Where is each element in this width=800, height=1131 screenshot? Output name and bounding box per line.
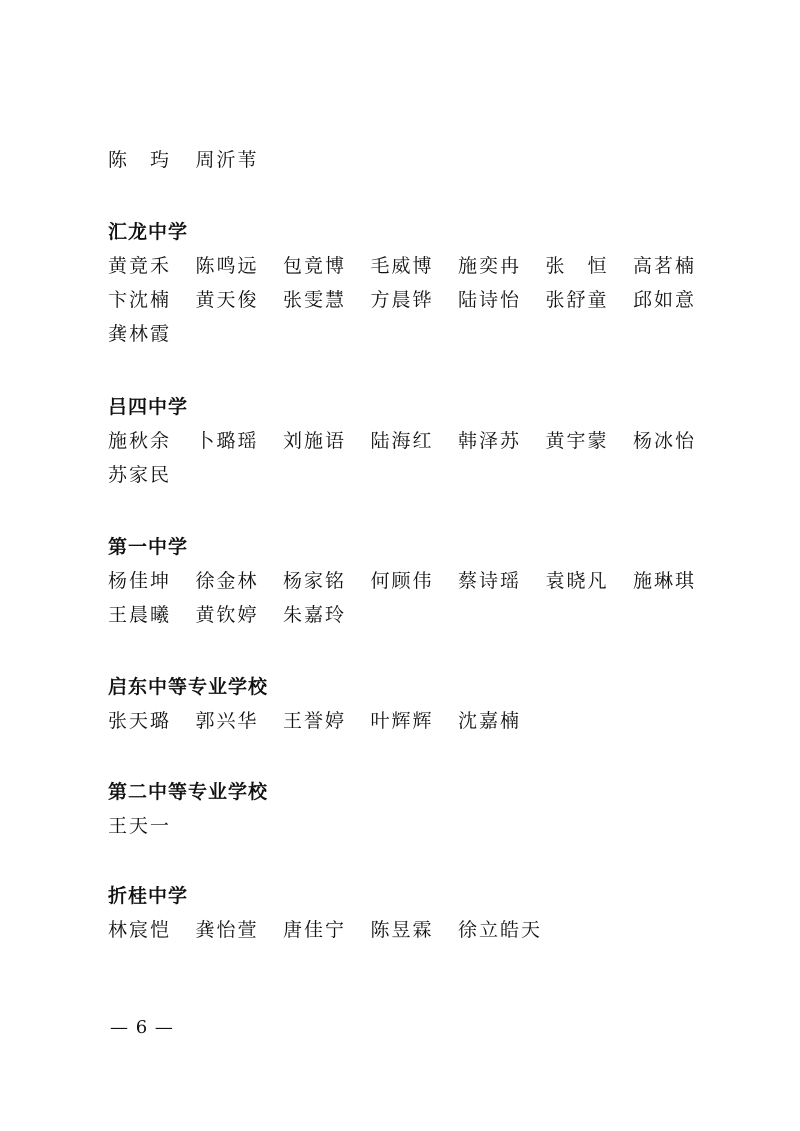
name: 黄宇蒙 [545,430,609,452]
page-number: — 6 — [110,1017,174,1038]
name: 叶辉辉 [370,710,434,732]
school-section-first-middle [108,535,708,627]
name-grid [108,254,708,346]
name: 刘施语 [283,430,347,452]
school-heading: 第一中学 [108,536,189,558]
name: 施奕冉 [458,255,522,277]
name: 唐佳宁 [283,919,347,941]
school-section-lvsi [108,395,708,487]
name: 陈 玙 [108,149,172,171]
name: 高茗楠 [633,255,697,277]
name: 黄天俊 [195,289,259,311]
name: 韩泽苏 [458,430,522,452]
name-grid [108,814,708,838]
name: 徐金林 [195,570,259,592]
name: 陈昱霖 [370,919,434,941]
name: 杨冰怡 [633,430,697,452]
name: 张舒童 [545,289,609,311]
name-grid [108,709,708,733]
name-grid [108,569,708,627]
name: 王晨曦 [108,604,172,626]
name: 张天璐 [108,710,172,732]
school-section-huilong [108,220,708,346]
name: 沈嘉楠 [458,710,522,732]
name: 朱嘉玲 [283,604,347,626]
name: 周沂苇 [195,149,259,171]
school-section-zhegui [108,884,708,942]
name: 龚怡萱 [195,919,259,941]
name: 苏家民 [108,464,172,486]
name: 毛威博 [370,255,434,277]
school-heading: 吕四中学 [108,396,189,418]
name: 黄钦婷 [195,604,259,626]
school-section-second-vocational [108,780,708,838]
name: 陈鸣远 [195,255,259,277]
name: 方晨铧 [370,289,434,311]
school-heading: 启东中等专业学校 [108,676,269,698]
name: 王天一 [108,815,172,837]
name: 卜璐瑶 [195,430,259,452]
name: 龚林霞 [108,323,172,345]
name-grid [108,918,708,942]
name: 张 恒 [545,255,609,277]
name: 何顾伟 [370,570,434,592]
name: 施琳琪 [633,570,697,592]
school-heading: 折桂中学 [108,885,189,907]
name: 卞沈楠 [108,289,172,311]
school-section-qidong-vocational [108,675,708,733]
name: 王誉婷 [283,710,347,732]
name: 徐立皓天 [458,919,543,941]
name: 施秋余 [108,430,172,452]
school-heading: 第二中等专业学校 [108,781,269,803]
name: 郭兴华 [195,710,259,732]
name: 包竟博 [283,255,347,277]
name: 陆海红 [370,430,434,452]
name: 杨佳坤 [108,570,172,592]
name-grid [108,429,708,487]
school-heading: 汇龙中学 [108,221,189,243]
name: 陆诗怡 [458,289,522,311]
name: 林宸恺 [108,919,172,941]
name-grid [108,148,708,172]
name: 邱如意 [633,289,697,311]
name: 杨家铭 [283,570,347,592]
leading-names-block [108,148,708,172]
name: 黄竟禾 [108,255,172,277]
name: 张雯慧 [283,289,347,311]
name: 蔡诗瑶 [458,570,522,592]
name: 袁晓凡 [545,570,609,592]
